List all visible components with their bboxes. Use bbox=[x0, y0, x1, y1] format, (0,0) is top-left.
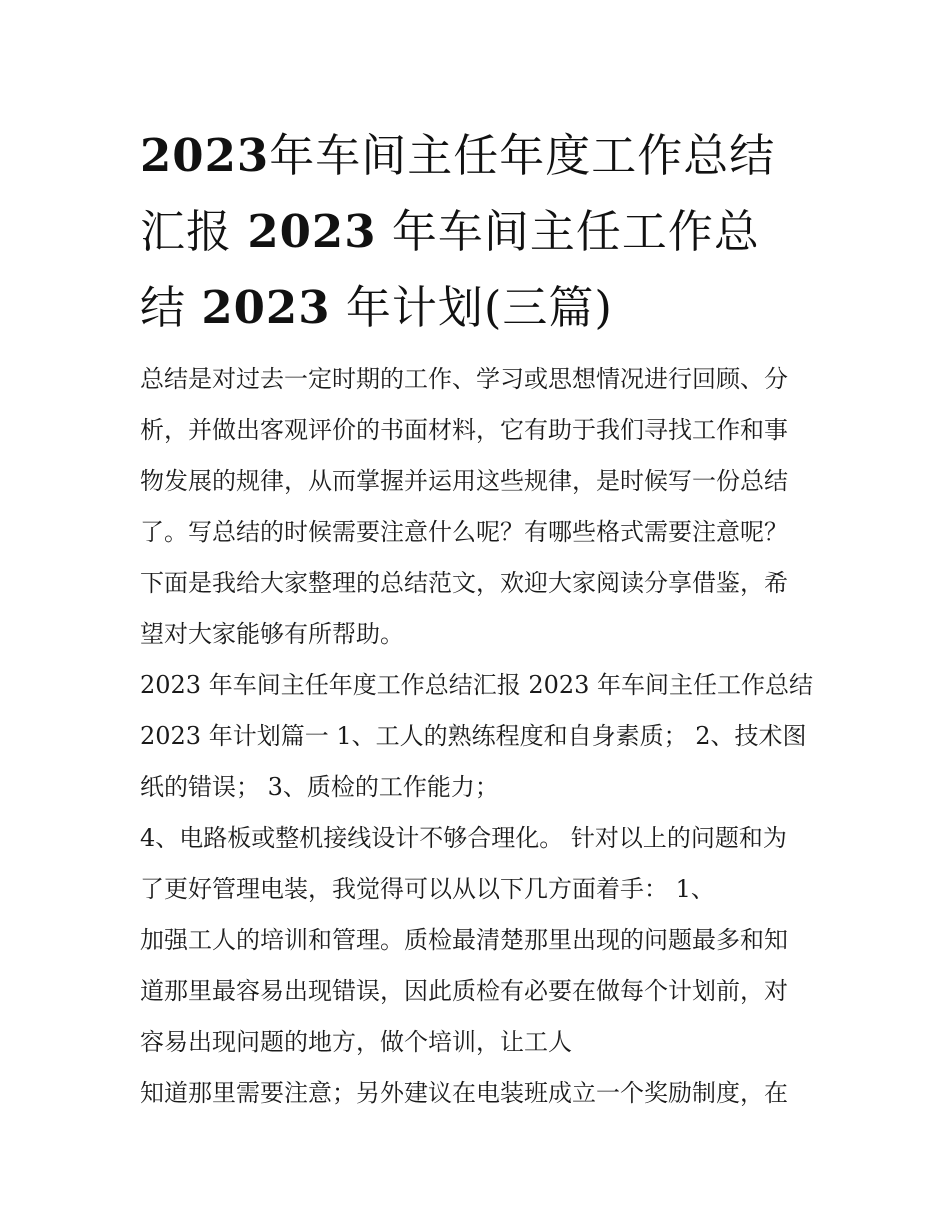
body-line: 总结是对过去一定时期的工作、学习或思想情况进行回顾、分 bbox=[140, 365, 788, 393]
body-line: 容易出现问题的地方，做个培训，让工人 bbox=[140, 1028, 572, 1056]
document-body bbox=[140, 354, 820, 1119]
body-line: 下面是我给大家整理的总结范文，欢迎大家阅读分享借鉴，希 bbox=[140, 569, 788, 597]
body-line: 了。写总结的时候需要注意什么呢？有哪些格式需要注意呢？ bbox=[140, 518, 788, 546]
title-line-2 bbox=[140, 194, 820, 270]
title-line-3 bbox=[140, 270, 820, 346]
title-line-2-part-3: 年车间主任工作总 bbox=[376, 205, 760, 258]
title-line-3-part-1: 结 bbox=[140, 281, 202, 334]
body-line: 2023 年计划篇一 1、工人的熟练程度和自身素质； 2、技术图 bbox=[140, 722, 807, 750]
title-line-3-part-2: 2023 bbox=[201, 281, 331, 334]
body-line: 2023 年车间主任年度工作总结汇报 2023 年车间主任工作总结 bbox=[140, 671, 814, 699]
body-line: 物发展的规律，从而掌握并运用这些规律，是时候写一份总结 bbox=[140, 467, 788, 495]
title-line-1 bbox=[140, 118, 820, 194]
title-line-3-part-3: 年计划(三篇) bbox=[330, 281, 613, 334]
title-line-1-part-2: 年车间主任年度工作总结 bbox=[269, 129, 776, 182]
title-line-2-part-2: 2023 bbox=[247, 205, 377, 258]
title-line-1-part-1: 2023 bbox=[140, 129, 270, 182]
body-line: 望对大家能够有所帮助。 bbox=[140, 620, 404, 648]
body-line: 纸的错误； 3、质检的工作能力； bbox=[140, 773, 499, 801]
body-line: 道那里最容易出现错误，因此质检有必要在做每个计划前，对 bbox=[140, 977, 788, 1005]
body-line: 加强工人的培训和管理。质检最清楚那里出现的问题最多和知 bbox=[140, 926, 788, 954]
body-line: 知道那里需要注意；另外建议在电装班成立一个奖励制度，在 bbox=[140, 1079, 788, 1107]
body-line: 析，并做出客观评价的书面材料，它有助于我们寻找工作和事 bbox=[140, 416, 788, 444]
document-title bbox=[140, 118, 820, 346]
body-line: 4、电路板或整机接线设计不够合理化。 针对以上的问题和为 bbox=[140, 824, 787, 852]
body-line: 了更好管理电装，我觉得可以从以下几方面着手： 1、 bbox=[140, 875, 715, 903]
title-line-2-part-1: 汇报 bbox=[140, 205, 248, 258]
